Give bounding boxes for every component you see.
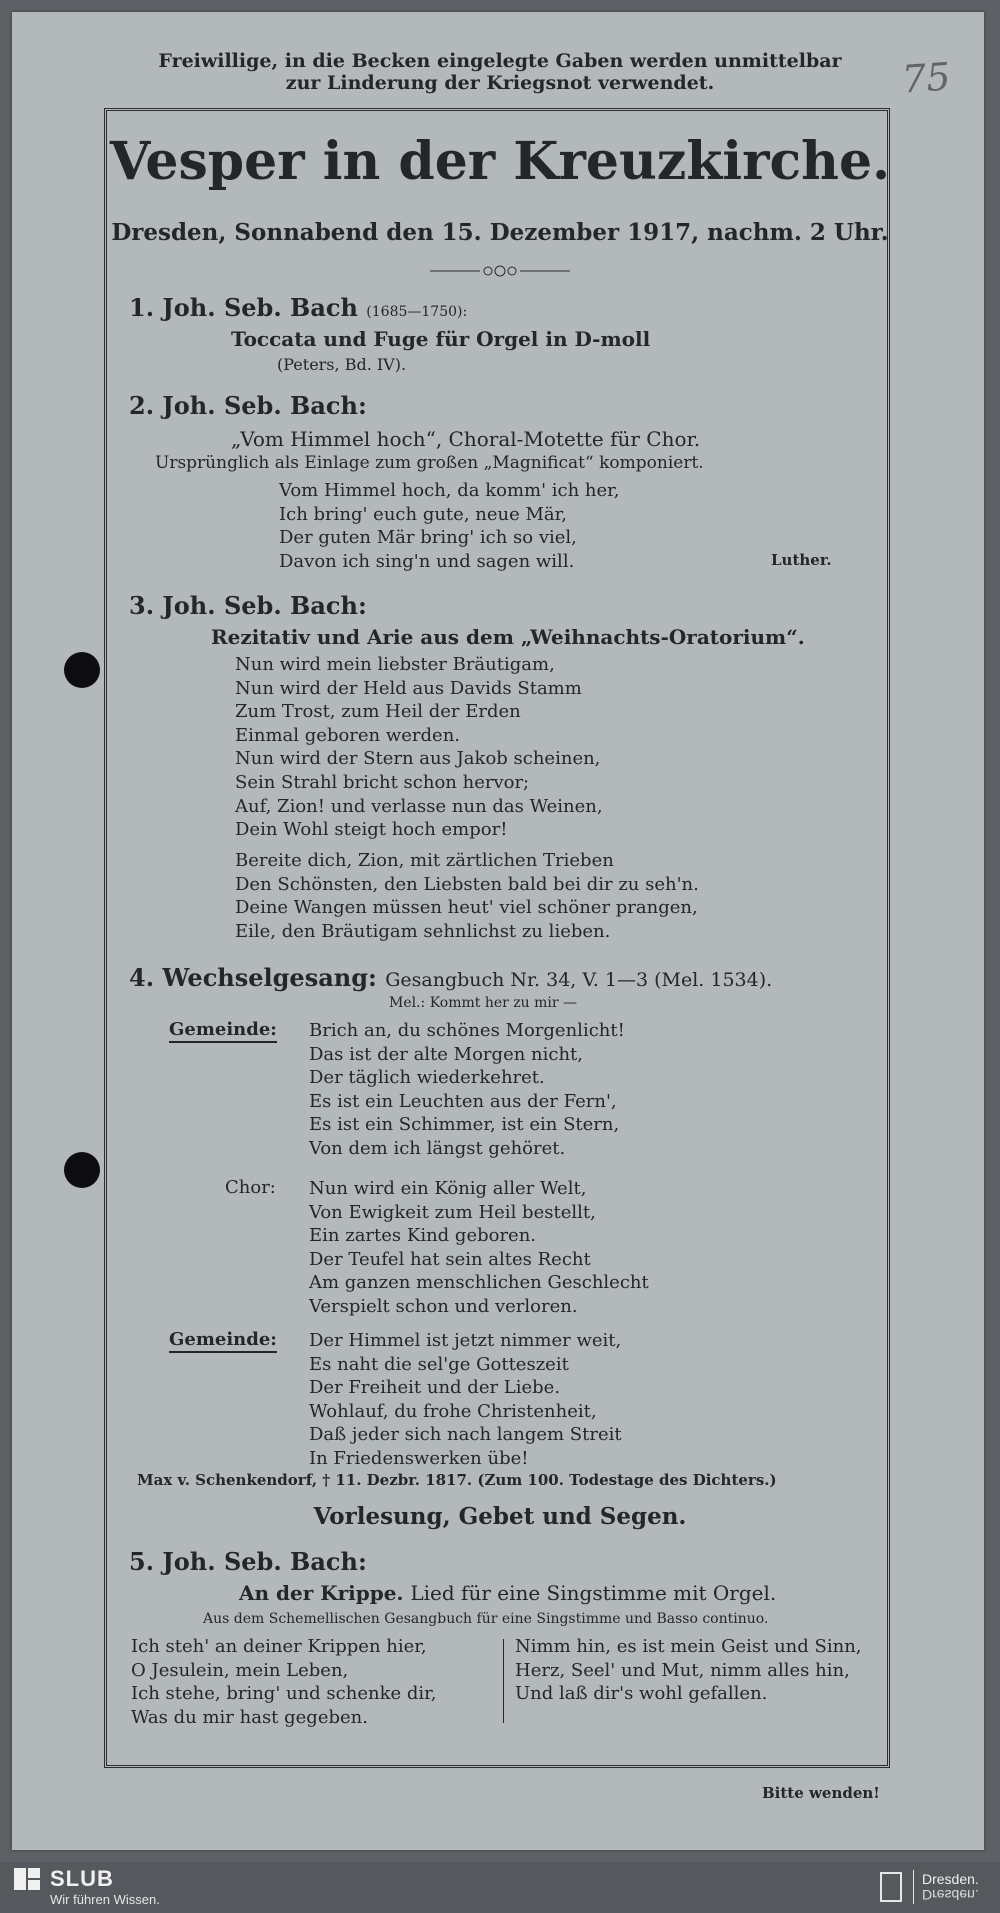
composer-name: Joh. Seb. Bach: — [162, 391, 367, 420]
poet-attribution: Max v. Schenkendorf, † 11. Dezbr. 1817. (Zum 100. Todestage des Dichters.) — [137, 1471, 777, 1489]
item-3-verse-2: Bereite dich, Zion, mit zärtlichen Trieben Den Schönsten, den Liebsten bald bei dir zu seh'n. Deine Wangen müssen heut' viel schöner prangen, Eile, den Bräutigam sehnlichst zu lieben. — [235, 850, 699, 942]
city-name-mirror: Dresden. — [922, 1887, 979, 1903]
work-title: An der Krippe. — [239, 1581, 404, 1605]
turn-over-note: Bitte wenden! — [762, 1784, 880, 1802]
slub-logo-icon — [14, 1868, 40, 1890]
column-divider — [503, 1639, 504, 1723]
program-sheet — [12, 12, 984, 1850]
library-name[interactable]: SLUB — [50, 1866, 114, 1891]
item-4-part-1-verse: Brich an, du schönes Morgenlicht! Das ist der alte Morgen nicht, Der täglich wiederkehret. Es ist ein Leuchten aus der Fern', Es ist ein Schimmer, ist ein Stern, Von dem ich längst gehöret. — [309, 1020, 625, 1159]
composer-name: Joh. Seb. Bach: — [162, 1547, 367, 1576]
item-number: 5. — [129, 1547, 155, 1576]
item-1-edition: (Peters, Bd. IV). — [277, 355, 407, 374]
city-crest-icon — [880, 1872, 902, 1902]
program-title: Vesper in der Kreuzkirche. — [109, 131, 891, 192]
program-frame — [104, 108, 890, 1768]
donation-note-line-1: Freiwillige, in die Becken eingelegte Gaben werden unmittelbar — [158, 50, 842, 72]
item-2-work: „Vom Himmel hoch“, Choral-Motette für Chor. — [231, 427, 701, 451]
item-4-part-3-verse: Der Himmel ist jetzt nimmer weit, Es naht die sel'ge Gotteszeit Der Freiheit und der Liebe. Wohlauf, du frohe Christenheit, Daß jeder sich nach langem Streit In Friedenswerken übe! — [309, 1330, 622, 1469]
item-2-verse: Vom Himmel hoch, da komm' ich her, Ich bring' euch gute, neue Mär, Der guten Mär bring' ich so viel, Davon ich sing'n und sagen will. — [279, 480, 620, 572]
composer-dates: (1685—1750): — [366, 304, 468, 320]
item-4-heading — [129, 963, 772, 992]
interlude-heading: Vorlesung, Gebet und Segen. — [313, 1503, 687, 1530]
city-name[interactable]: Dresden. — [922, 1871, 979, 1887]
donation-note-line-2: zur Linderung der Kriegsnot verwendet. — [285, 72, 715, 94]
item-5-heading — [129, 1547, 367, 1576]
item-number: 2. — [129, 391, 155, 420]
item-2-author: Luther. — [771, 551, 832, 569]
archive-number: 75 — [900, 54, 952, 102]
item-5-note: Aus dem Schemellischen Gesangbuch für eine Singstimme und Basso continuo. — [203, 1611, 769, 1627]
footer-separator — [913, 1870, 914, 1904]
punch-hole — [64, 652, 100, 688]
item-5-verse-right: Nimm hin, es ist mein Geist und Sinn, Herz, Seel' und Mut, nimm alles hin, Und laß dir's wohl gefallen. — [515, 1636, 862, 1705]
item-3-verse-1: Nun wird mein liebster Bräutigam, Nun wird der Held aus Davids Stamm Zum Trost, zum Heil der Erden Einmal geboren werden. Nun wird der Stern aus Jakob scheinen, Sein Strahl bricht schon hervor; Auf, Zion! und verlasse nun das Weinen, Dein Wohl steigt hoch empor! — [235, 654, 603, 841]
item-3-heading — [129, 591, 367, 620]
item-1-work: Toccata und Fuge für Orgel in D-moll — [231, 327, 651, 351]
ornament-divider — [107, 263, 893, 283]
item-2-heading — [129, 391, 367, 420]
punch-hole — [64, 1152, 100, 1188]
work-description: Lied für eine Singstimme mit Orgel. — [410, 1581, 777, 1605]
section-heading: Wechselgesang: — [162, 963, 377, 992]
item-4-melody: Mel.: Kommt her zu mir — — [389, 995, 578, 1011]
composer-name: Joh. Seb. Bach — [162, 293, 358, 322]
item-5-work — [239, 1581, 776, 1605]
item-2-note: Ursprünglich als Einlage zum großen „Magnificat“ komponiert. — [155, 453, 704, 473]
composer-name: Joh. Seb. Bach: — [162, 591, 367, 620]
item-number: 4. — [129, 963, 155, 992]
item-3-work: Rezitativ und Arie aus dem „Weihnachts-Oratorium“. — [211, 625, 805, 649]
viewer-footer — [0, 1862, 1000, 1913]
role-label: Gemeinde: — [169, 1019, 277, 1043]
program-date: Dresden, Sonnabend den 15. Dezember 1917, nachm. 2 Uhr. — [111, 219, 889, 246]
role-label: Chor: — [225, 1177, 276, 1198]
item-number: 3. — [129, 591, 155, 620]
item-number: 1. — [129, 293, 155, 322]
item-1-heading — [129, 293, 467, 322]
item-5-verse-left: Ich steh' an deiner Krippen hier, O Jesulein, mein Leben, Ich stehe, bring' und schenke dir, Was du mir hast gegeben. — [131, 1636, 437, 1728]
role-label: Gemeinde: — [169, 1329, 277, 1353]
item-4-part-2-verse: Nun wird ein König aller Welt, Von Ewigkeit zum Heil bestellt, Ein zartes Kind geboren. Der Teufel hat sein altes Recht Am ganzen menschlichen Geschlecht Verspielt schon und verloren. — [309, 1178, 649, 1317]
hymn-reference: Gesangbuch Nr. 34, V. 1—3 (Mel. 1534). — [385, 969, 773, 991]
library-tagline: Wir führen Wissen. — [50, 1892, 160, 1907]
